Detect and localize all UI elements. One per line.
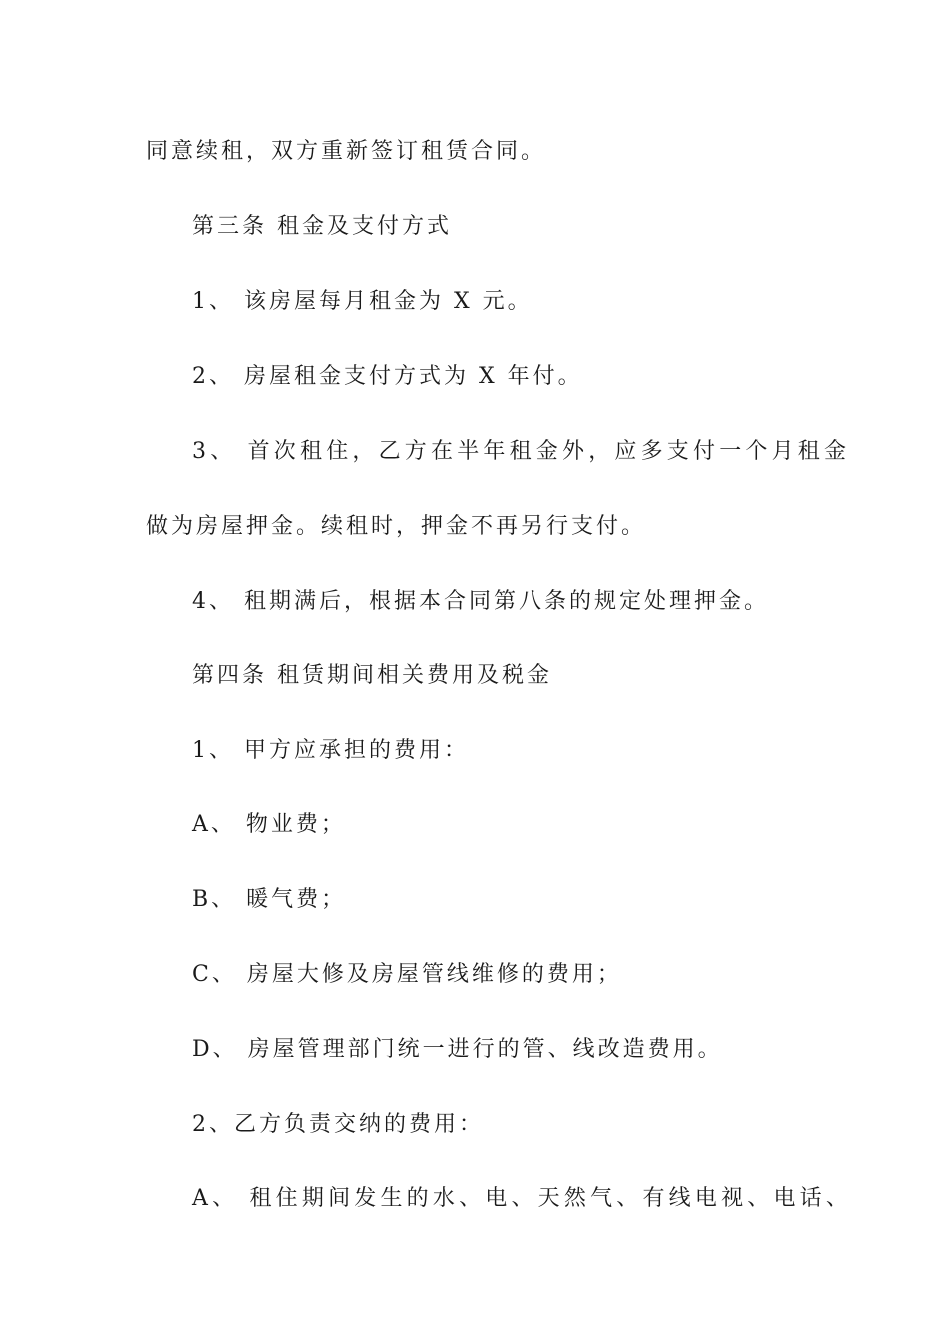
- article-4-item-1-a: A、 物业费；: [192, 812, 346, 837]
- article-4-item-2: 2、乙方负责交纳的费用：: [192, 1112, 484, 1137]
- paragraph-line-renewal: 同意续租，双方重新签订租赁合同。: [146, 139, 547, 164]
- article-3-item-2: 2、 房屋租金支付方式为 X 年付。: [192, 364, 583, 389]
- article-3-item-1: 1、 该房屋每月租金为 X 元。: [192, 289, 533, 314]
- article-4-item-1-b: B、 暖气费；: [192, 887, 347, 912]
- article-4-heading: 第四条 租赁期间相关费用及税金: [192, 663, 552, 688]
- article-4-item-1-d: D、 房屋管理部门统一进行的管、线改造费用。: [192, 1037, 723, 1062]
- article-3-item-3-continued: 做为房屋押金。续租时，押金不再另行支付。: [146, 514, 647, 539]
- article-3-item-3: 3、 首次租住，乙方在半年租金外，应多支付一个月租金: [192, 439, 851, 464]
- article-4-item-2-a: A、 租住期间发生的水、电、天然气、有线电视、电话、: [192, 1186, 853, 1211]
- article-4-item-1-c: C、 房屋大修及房屋管线维修的费用；: [192, 962, 622, 987]
- article-4-item-1: 1、 甲方应承担的费用：: [192, 738, 469, 763]
- article-3-item-4: 4、 租期满后，根据本合同第八条的规定处理押金。: [192, 589, 769, 614]
- article-3-heading: 第三条 租金及支付方式: [192, 214, 452, 239]
